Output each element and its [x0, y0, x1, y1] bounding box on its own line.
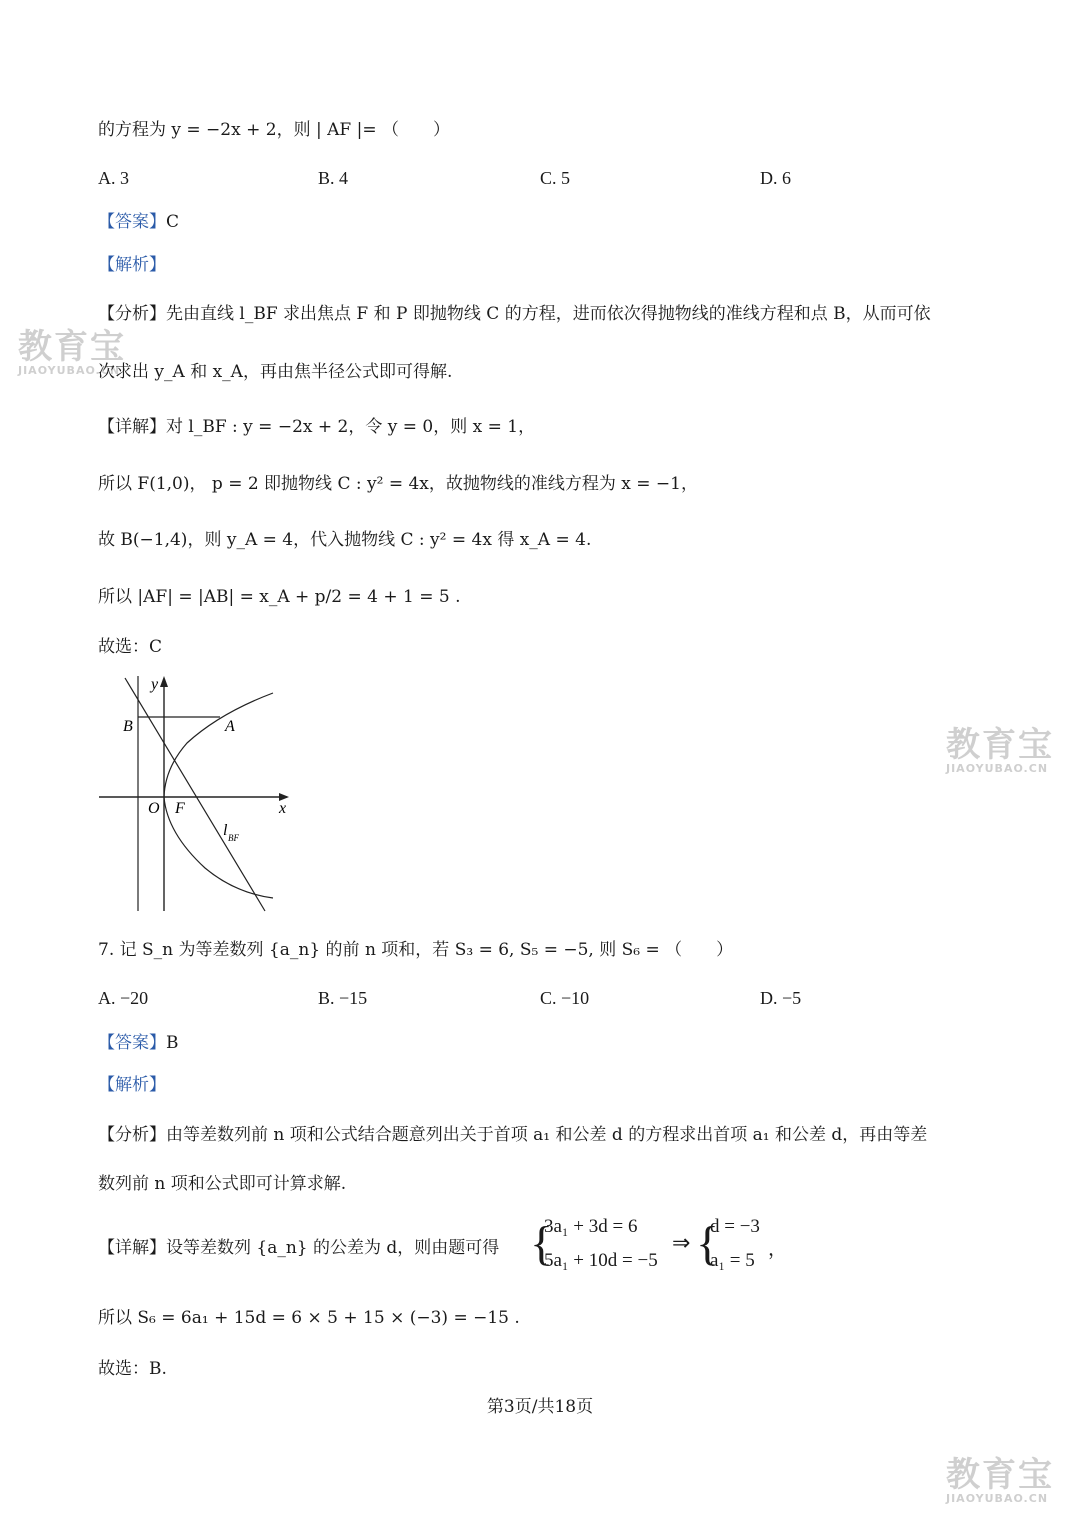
y-axis-arrow	[160, 676, 168, 687]
fenxi-tag: 【分析】	[98, 1125, 166, 1145]
q6-detail1	[98, 415, 535, 439]
q6-detail3: 故 B(−1,4)，则 y_A = 4，代入抛物线 C : y² = 4x 得 x_A = 4.	[98, 530, 592, 550]
q7-fenxi-line1	[98, 1123, 927, 1147]
sys-left-1: 3a₁ + 3d = 6	[544, 1216, 638, 1237]
answer-tag: 【答案】	[98, 212, 166, 232]
fenxi-tag: 【分析】	[98, 304, 166, 324]
q7-option-b: B. −15	[318, 988, 368, 1008]
implies-arrow: ⇒	[672, 1230, 691, 1255]
xiangjie-tag: 【详解】	[98, 417, 166, 437]
q7-option-c: C. −10	[540, 988, 590, 1008]
q6-fenxi-line2: 次求出 y_A 和 x_A，再由焦半径公式即可得解.	[98, 362, 453, 382]
line-lbf	[125, 678, 265, 911]
q6-analysis-tag: 【解析】	[98, 255, 166, 275]
fenxi-text: 由等差数列前 n 项和公式结合题意列出关于首项 a₁ 和公差 d 的方程求出首项 a₁ 和公差 d，再由等差	[166, 1125, 928, 1145]
detail-text: 对 l_BF : y = −2x + 2，令 y = 0，则 x = 1，	[166, 417, 536, 437]
q7-stem: 7. 记 S_n 为等差数列 {a_n} 的前 n 项和，若 S₃ = 6, S₅ = −5, 则 S₆ = （ ）	[98, 940, 734, 960]
left-brace: {	[530, 1217, 554, 1270]
watermark-right: 教育宝 JIAOYUBAO.CN	[946, 725, 1054, 775]
label-b: B	[123, 718, 133, 735]
answer-value: C	[166, 212, 180, 232]
page-footer: 第3页/共18页	[486, 1397, 594, 1417]
label-l-sub: BF	[228, 833, 239, 843]
watermark-bottom-right: 教育宝 JIAOYUBAO.CN	[946, 1455, 1054, 1505]
q6-answer	[98, 210, 179, 234]
q6-detail4: 所以 |AF| = |AB| = x_A + p/2 = 4 + 1 = 5 .	[98, 587, 461, 607]
q7-choose: 故选：B.	[98, 1359, 167, 1379]
q6-detail2: 所以 F(1,0)， p = 2 即抛物线 C : y² = 4x，故抛物线的准线方程为 x = −1，	[98, 474, 698, 494]
q7-option-a: A. −20	[98, 988, 149, 1008]
parabola-curve	[164, 693, 273, 898]
q7-answer	[98, 1031, 179, 1055]
q7-detail2: 所以 S₆ = 6a₁ + 15d = 6 × 5 + 15 × (−3) = −15 .	[98, 1308, 520, 1328]
sys-right-2: a₁ = 5	[710, 1250, 755, 1271]
xiangjie-tag: 【详解】	[98, 1238, 166, 1258]
right-brace: {	[696, 1217, 720, 1270]
sys-comma: ，	[768, 1239, 788, 1260]
answer-value: B	[166, 1033, 179, 1053]
fenxi-text: 先由直线 l_BF 求出焦点 F 和 P 即抛物线 C 的方程，进而依次得抛物线的准线方程和点 B，从而可依	[166, 304, 931, 324]
q6-option-a: A. 3	[98, 168, 129, 188]
q6-option-c: C. 5	[540, 168, 571, 188]
answer-tag: 【答案】	[98, 1033, 166, 1053]
q6-stem-tail: 的方程为 y = −2x + 2，则 | AF |= （ ）	[98, 120, 450, 140]
q7-fenxi-line2: 数列前 n 项和公式即可计算求解.	[98, 1174, 347, 1194]
q6-option-d: D. 6	[760, 168, 791, 188]
label-l: l	[223, 822, 228, 839]
label-x: x	[279, 800, 287, 817]
q7-analysis-tag: 【解析】	[98, 1075, 166, 1095]
detail-text: 设等差数列 {a_n} 的公差为 d，则由题可得	[166, 1238, 500, 1258]
label-a: A	[225, 718, 235, 735]
parabola-figure	[95, 673, 305, 913]
q6-choose: 故选：C	[98, 637, 163, 657]
sys-left-2: 5a₁ + 10d = −5	[544, 1250, 658, 1271]
sys-right-1: d = −3	[710, 1216, 760, 1237]
label-f: F	[175, 800, 185, 817]
q7-option-d: D. −5	[760, 988, 802, 1008]
q6-option-b: B. 4	[318, 168, 349, 188]
watermark-left: 教育宝 JIAOYUBAO.CN	[18, 327, 126, 377]
label-y: y	[151, 676, 159, 693]
q7-detail1	[98, 1236, 499, 1260]
label-o: O	[148, 800, 160, 817]
q6-fenxi-line1	[98, 302, 931, 326]
